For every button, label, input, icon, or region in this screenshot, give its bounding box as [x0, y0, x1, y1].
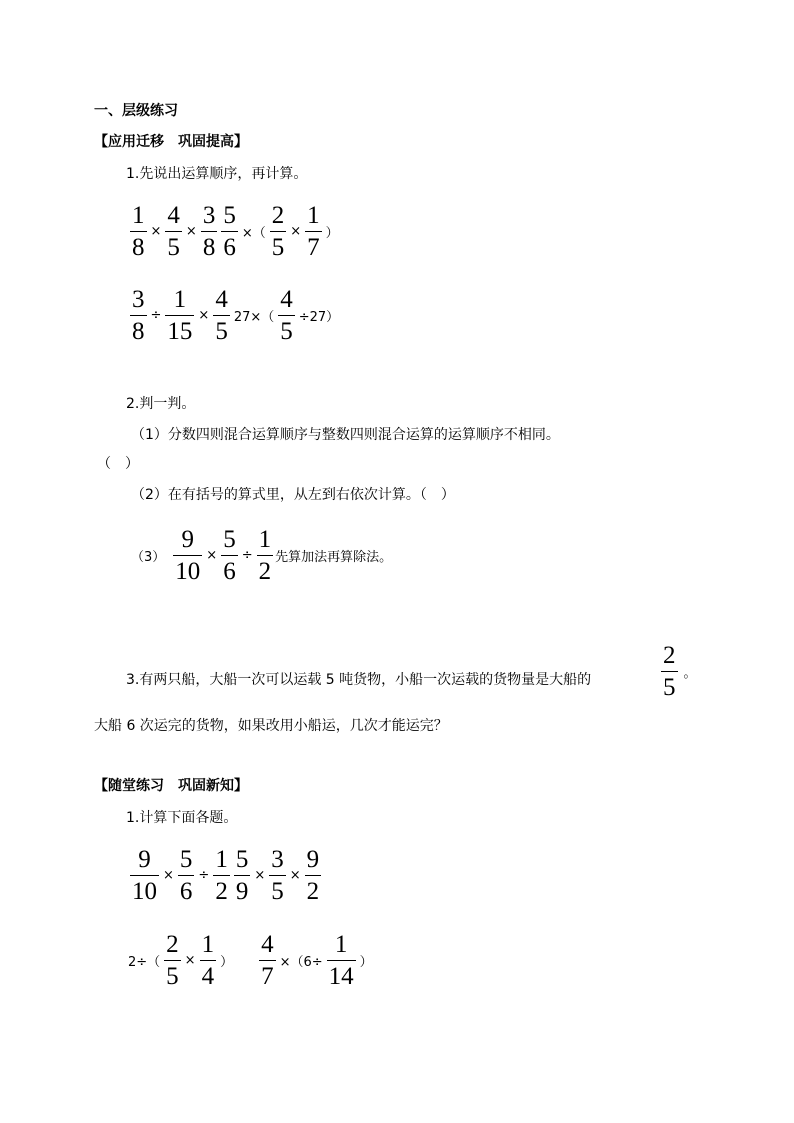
operator: ÷ [150, 308, 162, 323]
q2-item-3 [131, 527, 392, 584]
operator: × [206, 548, 218, 563]
q2-item-3-suffix: 先算加法再算除法。 [275, 550, 393, 565]
fraction: $\frac{5}{6}$ [223, 526, 236, 585]
fraction: $\frac{1}{2}$ [215, 846, 228, 905]
part2-expression-1 [128, 847, 323, 904]
fraction: $\frac{1}{7}$ [307, 202, 320, 261]
operator: ） [325, 226, 339, 241]
fraction: $\frac{5}{6}$ [223, 202, 236, 261]
operator: × [150, 224, 162, 239]
q1-expression-1 [128, 203, 341, 260]
operator: ×（ [241, 226, 266, 241]
operator: ÷27） [298, 310, 340, 325]
fraction: $\frac{5}{9}$ [235, 846, 249, 905]
q2-label: 2.判一判。 [126, 396, 196, 412]
operator: × [163, 868, 174, 883]
fraction: $\frac{1}{2}$ [258, 526, 272, 585]
operator: × [254, 868, 266, 883]
operator: 27×（ [233, 310, 275, 325]
q3-line-2: 大船 6 次运完的货物，如果改用小船运，几次才能运完？ [94, 718, 448, 734]
q3-end-mark: 。 [683, 666, 697, 681]
operator: ÷ [198, 868, 210, 883]
q2-item-2: （2）在有括号的算式里，从左到右依次计算。（ ） [131, 487, 455, 503]
part2-heading: 【随堂练习 巩固新知】 [94, 778, 248, 794]
fraction: $\frac{4}{5}$ [280, 286, 293, 345]
fraction: $\frac{2}{5}$ [271, 202, 285, 261]
fraction: $\frac{1}{14}$ [328, 931, 354, 990]
operator: ） [359, 955, 373, 970]
q1-label: 1.先说出运算顺序，再计算。 [126, 166, 308, 182]
fraction: $\frac{2}{5}$ [166, 931, 179, 990]
fraction: $\frac{1}{8}$ [132, 202, 145, 261]
q3-fraction-group [659, 643, 697, 700]
operator: × [184, 953, 196, 968]
fraction: $\frac{3}{5}$ [271, 846, 284, 905]
operator: ×（6÷ [279, 955, 323, 970]
q3-line-1: 3.有两只船，大船一次可以运载 5 吨货物，小船一次运载的货物量是大船的 [126, 672, 592, 688]
fraction: $\frac{9}{2}$ [306, 846, 320, 905]
part2-expression-2 [126, 932, 375, 989]
q1-expression-2 [128, 287, 341, 344]
fraction: $\frac{4}{7}$ [261, 931, 274, 990]
fraction: $\frac{9}{10}$ [175, 526, 201, 585]
fraction: $\frac{1}{4}$ [201, 931, 215, 990]
operator: × [290, 224, 302, 239]
operator: × [198, 308, 210, 323]
operator: ÷ [241, 548, 253, 563]
fraction: $\frac{4}{5}$ [215, 286, 228, 345]
fraction: $\frac{1}{15}$ [167, 286, 193, 345]
fraction: $\frac{4}{5}$ [167, 202, 180, 261]
fraction: $\frac{3}{8}$ [132, 286, 145, 345]
operator: × [185, 224, 197, 239]
fraction: $\frac{2}{5}$ [663, 642, 676, 701]
q2-item-3-prefix: （3） [131, 550, 166, 565]
section-title: 一、层级练习 [94, 103, 178, 119]
fraction: $\frac{9}{10}$ [132, 846, 157, 905]
part2-q1-label: 1.计算下面各题。 [126, 810, 238, 826]
q2-item-1: （1）分数四则混合运算顺序与整数四则混合运算的运算顺序不相同。 [131, 427, 560, 443]
fraction: $\frac{3}{8}$ [202, 202, 216, 261]
operator: ） [220, 955, 234, 970]
operator: 2÷（ [128, 955, 161, 970]
operator: × [289, 868, 301, 883]
q2-item-1-answer-blank: （ ） [97, 456, 139, 472]
part1-heading: 【应用迁移 巩固提高】 [94, 134, 248, 150]
fraction: $\frac{5}{6}$ [179, 846, 193, 905]
